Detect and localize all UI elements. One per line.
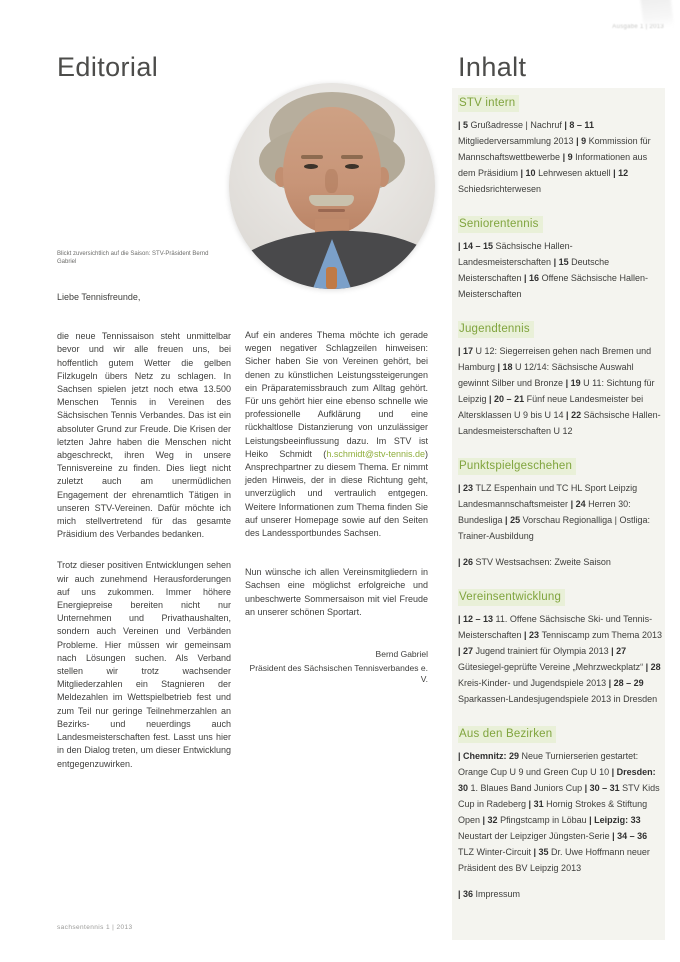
table-of-contents [458, 93, 664, 919]
text-run: U 12: Siegerreisen gehen nach Bremen und Hamburg [458, 346, 652, 372]
editorial-column-2 [245, 329, 428, 685]
toc-page-number: | Dresden: 30 [458, 767, 656, 793]
text-run: Jugend trainiert für Olympia 2013 [475, 646, 612, 656]
text-run: 1. Blaues Band Juniors Cup [470, 783, 585, 793]
editorial-paragraph: Trotz dieser positiven Entwicklungen sehen wir auch zunehmend Herausforderungen auf uns zukommen. Immer höhere Energiepreise bereiten nicht nur Unternehmen und Privathaushalten, sondern auch Vereinen und Verbänden Probleme. Hier müssen wir gemeinsam nach Lösungen suchen. Als Verband stellen wir trotz wachsender Mitgliederzahlen ein Stagnieren der Meldezahlen im Wettspielbetrieb fest und zum Teil nur geringe Teilnehmerzahlen an Bezirks- und neuerdings auch Landesmeisterschaften fest. Lasst uns hier in den Dialog treten, um dieser Entwicklung entgegenzuwirken. [57, 560, 231, 769]
toc-page-number: | 20 – 21 [489, 394, 527, 404]
toc-page-number: | 22 [566, 410, 584, 420]
signature-name: Bernd Gabriel [375, 649, 428, 660]
toc-section [458, 214, 664, 302]
toc-section-heading-label: Aus den Bezirken [458, 726, 556, 743]
toc-page-number: | 12 – 13 [458, 614, 496, 624]
text-run: Impressum [475, 889, 521, 899]
toc-page-number: | 8 – 11 [564, 120, 594, 130]
toc-page-number: | 34 – 36 [612, 831, 648, 841]
toc-page-number: | 27 [458, 646, 476, 656]
text-run: Sparkassen-Landesjugendspiele 2013 in Dresden [458, 694, 658, 704]
toc-page-number: | 31 [528, 799, 547, 809]
text-run: Hornig Strokes & Stiftung Open [458, 799, 648, 825]
toc-entries [458, 238, 664, 302]
toc-section [458, 456, 664, 570]
toc-section-heading-label: Jugendtennis [458, 321, 534, 338]
editorial-column-1 [57, 291, 231, 771]
text-run: Lehrwesen aktuell [538, 168, 614, 178]
toc-entries [458, 480, 664, 544]
toc-page-number: | 9 [562, 152, 576, 162]
toc-page-number: | Chemnitz: 29 [458, 751, 522, 761]
text-run: Sächsische Hallen-Landesmeisterschaften U 12 [458, 410, 661, 436]
toc-section [458, 587, 664, 707]
inhalt-title: Inhalt [458, 52, 527, 82]
text-run: Vorschau Regionalliga | Ostliga: Trainer-Ausbildung [458, 515, 650, 541]
toc-section-heading[interactable] [458, 456, 664, 475]
toc-page-number: | 36 [458, 889, 476, 899]
toc-section [458, 93, 664, 197]
portrait-nose [325, 169, 338, 193]
toc-section-heading-label: Punktspielgeschehen [458, 458, 576, 475]
toc-page-number: | 15 [553, 257, 572, 267]
toc-page-number: | 9 [576, 136, 589, 146]
toc-page-number: | 12 [613, 168, 629, 178]
portrait-mouth [318, 209, 345, 212]
salutation: Liebe Tennisfreunde, [57, 292, 141, 302]
editorial-title: Editorial [57, 52, 159, 82]
text-run: Kommission für Mannschaftswettbewerbe [458, 136, 651, 162]
text-run: U 11: Sichtung für Leipzig [458, 378, 655, 404]
editorial-paragraph: die neue Tennissaison steht unmittelbar bevor und wir alle freuen uns, bei hoffentlich gutem Wetter die gelben Filzkugeln übers Netz zu schlagen. In Sachsen spielen jetzt noch etwa 13.500 Menschen Tennis in Vereinen des Sächsischen Tennis Verbandes. Das ist ein absoluter Grund zur Freude. Die Krisen der letzten Jahre haben die Menschen nicht abgeschreckt, ihren Weg in unsere Tennisvereine zu finden. Dies liegt nicht zuletzt auch am unermüdlichen Engagement der ehrenamtlich Tätigen in unseren STV-Vereinen. Dafür möchte ich mich stellvertretend für das gesamte Präsidium des Verbandes bedanken. [57, 331, 231, 540]
text-run: U 12/14: Sächsische Auswahl gewinnt Silber und Bronze [458, 362, 634, 388]
toc-entries [458, 611, 664, 707]
text-run: Neustart der Leipziger Jüngsten-Serie [458, 831, 613, 841]
toc-page-number: | 32 [482, 815, 501, 825]
toc-page-number: | 18 [497, 362, 516, 372]
toc-section-heading[interactable] [458, 214, 664, 233]
toc-page-number: | Leipzig: 33 [589, 815, 641, 825]
text-run: Offene Sächsische Hallen-Meisterschaften [458, 273, 648, 299]
toc-page-number: | 28 [645, 662, 661, 672]
portrait-tie-knot [326, 267, 337, 289]
text-run: Herren 30: Bundesliga [458, 499, 631, 525]
page-footer: sachsentennis 1 | 2013 [57, 924, 133, 931]
text-run: Neue Turnierserien gestartet: Orange Cup U 9 und Green Cup U 10 [458, 751, 639, 777]
portrait-eye-left [304, 164, 318, 169]
toc-page-number: | 27 [611, 646, 627, 656]
toc-section-heading-label: Vereinsentwicklung [458, 589, 565, 606]
toc-page-number: | 5 [458, 120, 471, 130]
text-run: Schiedsrichterwesen [458, 184, 542, 194]
toc-page-number: | 28 – 29 [608, 678, 644, 688]
portrait-photo [229, 83, 435, 289]
toc-page-number: | 10 [520, 168, 539, 178]
portrait-eye-right [345, 164, 359, 169]
portrait-brow-right [341, 155, 363, 159]
toc-page-number: | 14 – 15 [458, 241, 496, 251]
text-run: Grußadresse | Nachruf [470, 120, 565, 130]
text-run: Mitgliederversammlung 2013 [458, 136, 577, 146]
toc-entries [458, 748, 664, 876]
text-run: Fünf neue Landesmeister bei Altersklassen U 9 bis U 14 [458, 394, 644, 420]
portrait-mustache [309, 195, 354, 206]
text-run: Sächsische Hallen-Landesmeisterschaften [458, 241, 573, 267]
toc-entries [458, 117, 664, 197]
toc-page-number: | 19 [565, 378, 584, 388]
text-run: Pfingstcamp in Löbau [500, 815, 590, 825]
text-run: TLZ Winter-Circuit [458, 847, 534, 857]
toc-page-number: | 16 [524, 273, 542, 283]
toc-section-heading[interactable] [458, 319, 664, 338]
editorial-paragraph: Nun wünsche ich allen Vereinsmitgliedern in Sachsen eine möglichst erfolgreiche und unbeschwerte Sommersaison mit viel Freude an unserer schönen Sportart. [245, 567, 428, 617]
text-run: Auf ein anderes Thema möchte ich gerade wegen negativer Schlagzeilen hinweisen: Sicher haben Sie von Vereinen gehört, bei denen zu künstlichen Leistungssteigerungen ein Präparatemissbrauch zum Alltag gehört. Für uns gehört hier eine ebenso schnelle wie professionelle Aufklärung und eine rückhaltlose Distanzierung von unzulässiger Leistungsbeeinflussung dazu. Im STV ist Heiko Schmidt ( [245, 330, 428, 459]
toc-entries [458, 343, 664, 439]
toc-section-heading[interactable] [458, 724, 664, 743]
text-run: STV Westsachsen: Zweite Saison [475, 557, 611, 567]
text-run: ) Ansprechpartner zu diesem Thema. Er nimmt jeden Hinweis, der in diese Richtung geht, unverzüglich und vertraulich entgegen. Weitere Informationen zum Thema finden Sie auf unserer Homepage sowie auf den Seiten des Landessportbundes Sachsen. [245, 448, 428, 539]
toc-page-number: | 23 [458, 483, 476, 493]
toc-entries [458, 886, 664, 902]
toc-section-heading[interactable] [458, 93, 664, 112]
photo-caption: Blickt zuversichtlich auf die Saison: STV-Präsident Bernd Gabriel [57, 251, 209, 265]
toc-page-number: | 26 [458, 557, 476, 567]
text-run: Informationen aus dem Präsidium [458, 152, 648, 178]
text-run: 11. Offene Sächsische Ski- und Tennis-Meisterschaften [458, 614, 653, 640]
text-run: Dr. Uwe Hoffmann neuer Präsident des BV Leipzig 2013 [458, 847, 650, 873]
page-corner-note: Ausgabe 1 | 2013 [612, 24, 664, 30]
text-run: Kreis-Kinder- und Jugendspiele 2013 [458, 678, 609, 688]
toc-section-heading-label: Seniorentennis [458, 216, 543, 233]
toc-page-number: | 35 [533, 847, 552, 857]
text-run: Tenniscamp zum Thema 2013 [541, 630, 662, 640]
toc-page-number: | 17 [458, 346, 476, 356]
email-link[interactable]: h.schmidt@stv-tennis.de [326, 448, 425, 459]
toc-entries [458, 554, 664, 570]
portrait-brow-left [301, 155, 323, 159]
signature-role: Präsident des Sächsischen Tennisverbandes e. V. [249, 663, 428, 685]
toc-page-number: | 30 – 31 [584, 783, 623, 793]
text-run: TLZ Espenhain und TC HL Sport Leipzig Landesmannschaftsmeister [458, 483, 638, 509]
toc-page-number: | 23 [524, 630, 542, 640]
toc-section-heading[interactable] [458, 587, 664, 606]
text-run: Gütesiegel-geprüfte Vereine „Mehrzweckplatz“ [458, 662, 646, 672]
toc-section [458, 724, 664, 902]
editorial-paragraph [245, 329, 428, 540]
toc-section [458, 319, 664, 439]
toc-page-number: | 24 [570, 499, 589, 509]
text-run: STV Kids Cup in Radeberg [458, 783, 660, 809]
toc-page-number: | 25 [505, 515, 523, 525]
text-run: Deutsche Meisterschaften [458, 257, 610, 283]
toc-section-heading-label: STV intern [458, 95, 519, 112]
